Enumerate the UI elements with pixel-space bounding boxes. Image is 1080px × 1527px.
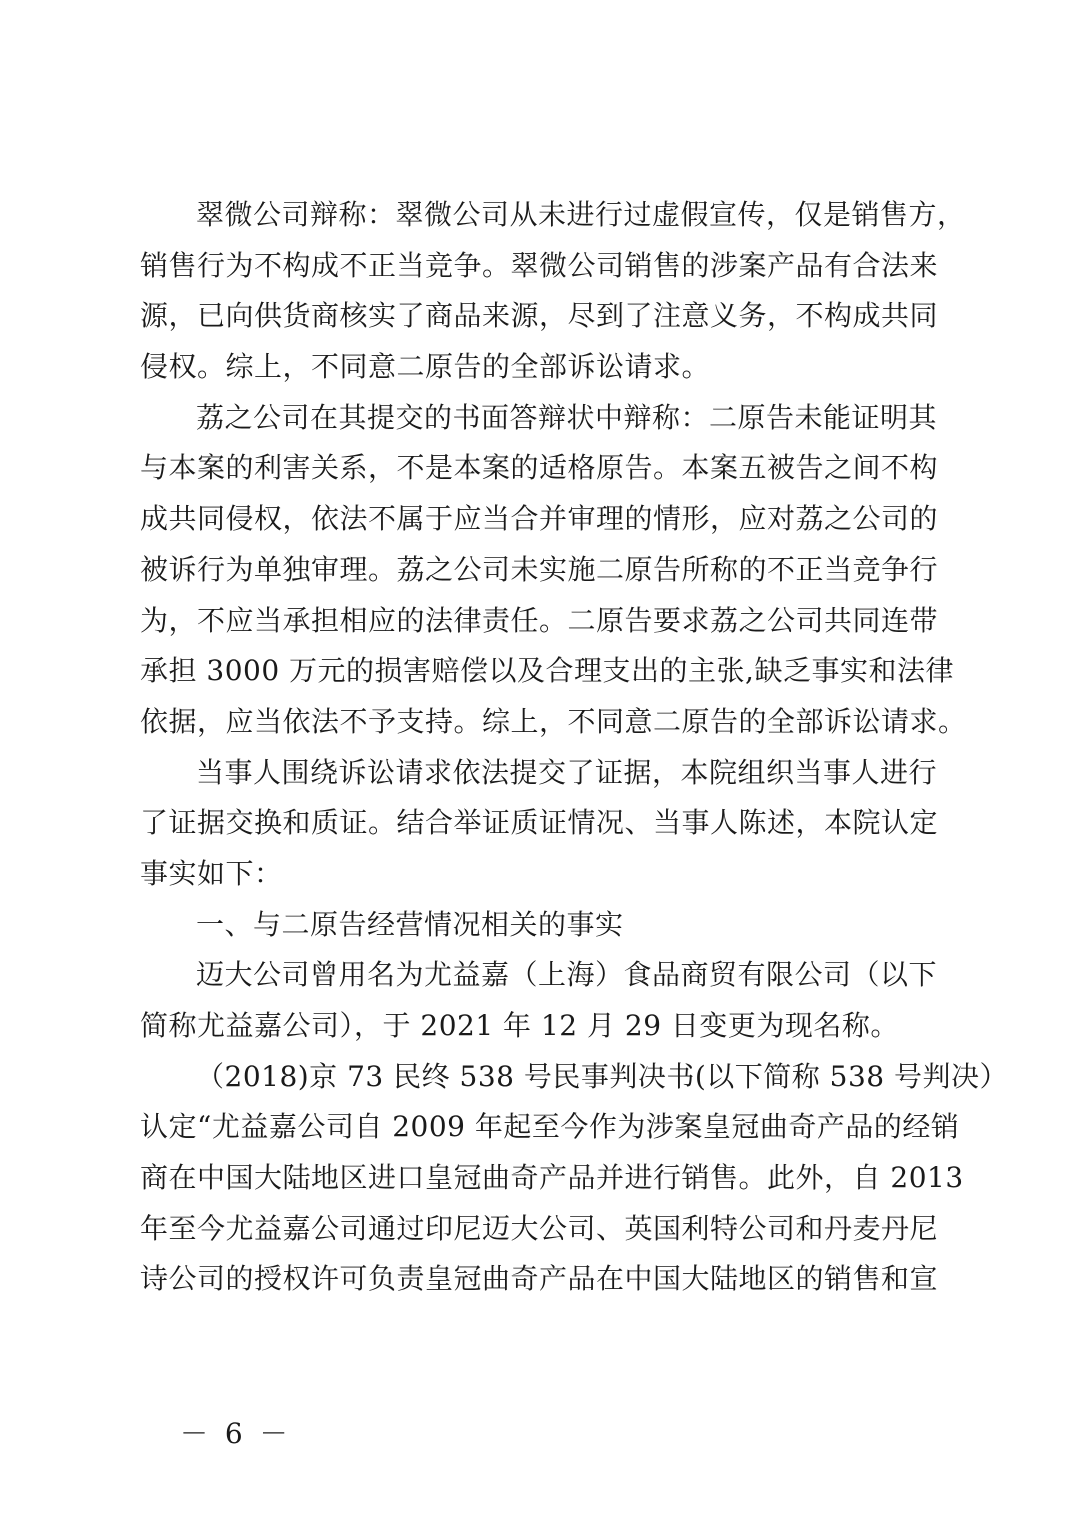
paragraph-line: 荔之公司在其提交的书面答辩状中辩称：二原告未能证明其 xyxy=(196,400,938,434)
paragraph-line: 当事人围绕诉讼请求依法提交了证据，本院组织当事人进行 xyxy=(196,755,938,789)
body-text xyxy=(140,190,1009,1305)
paragraph-line: 依据，应当依法不予支持。综上，不同意二原告的全部诉讼请求。 xyxy=(140,704,967,738)
paragraph-line: 认定“尤益嘉公司自 2009 年起至今作为涉案皇冠曲奇产品的经销 xyxy=(140,1110,960,1144)
paragraph-line: 简称尤益嘉公司），于 2021 年 12 月 29 日变更为现名称。 xyxy=(140,1009,899,1042)
paragraph-line: 销售行为不构成不正当竞争。翠微公司销售的涉案产品有合法来 xyxy=(140,248,939,282)
paragraph-line: 事实如下： xyxy=(140,856,283,890)
section-heading: 一、与二原告经营情况相关的事实 xyxy=(196,907,624,941)
paragraph-line: 年至今尤益嘉公司通过印尼迈大公司、英国利特公司和丹麦丹尼 xyxy=(140,1211,939,1245)
paragraph-line: 迈大公司曾用名为尤益嘉（上海）食品商贸有限公司（以下 xyxy=(196,958,938,992)
paragraph-line: （2018)京 73 民终 538 号民事判决书(以下简称 538 号判决） xyxy=(196,1059,1009,1093)
paragraph-line: 为，不应当承担相应的法律责任。二原告要求荔之公司共同连带 xyxy=(140,603,939,637)
paragraph-line: 承担 3000 万元的损害赔偿以及合理支出的主张,缺乏事实和法律 xyxy=(140,654,954,688)
paragraph-line: 诗公司的授权许可负责皇冠曲奇产品在中国大陆地区的销售和宣 xyxy=(140,1262,939,1296)
paragraph-line: 翠微公司辩称：翠微公司从未进行过虚假宣传，仅是销售方， xyxy=(196,198,966,231)
paragraph-line: 了证据交换和质证。结合举证质证情况、当事人陈述，本院认定 xyxy=(140,806,939,840)
paragraph-line: 商在中国大陆地区进口皇冠曲奇产品并进行销售。此外，自 2013 xyxy=(140,1161,964,1195)
paragraph-line: 源，已向供货商核实了商品来源，尽到了注意义务，不构成共同 xyxy=(140,299,939,333)
paragraph-line: 与本案的利害关系，不是本案的适格原告。本案五被告之间不构 xyxy=(140,451,939,485)
paragraph-line: 成共同侵权，依法不属于应当合并审理的情形，应对荔之公司的 xyxy=(140,502,939,536)
page-number: － 6 － xyxy=(180,1417,292,1450)
paragraph-line: 侵权。综上，不同意二原告的全部诉讼请求。 xyxy=(140,350,711,384)
paragraph-line: 被诉行为单独审理。荔之公司未实施二原告所称的不正当竞争行 xyxy=(140,552,939,586)
